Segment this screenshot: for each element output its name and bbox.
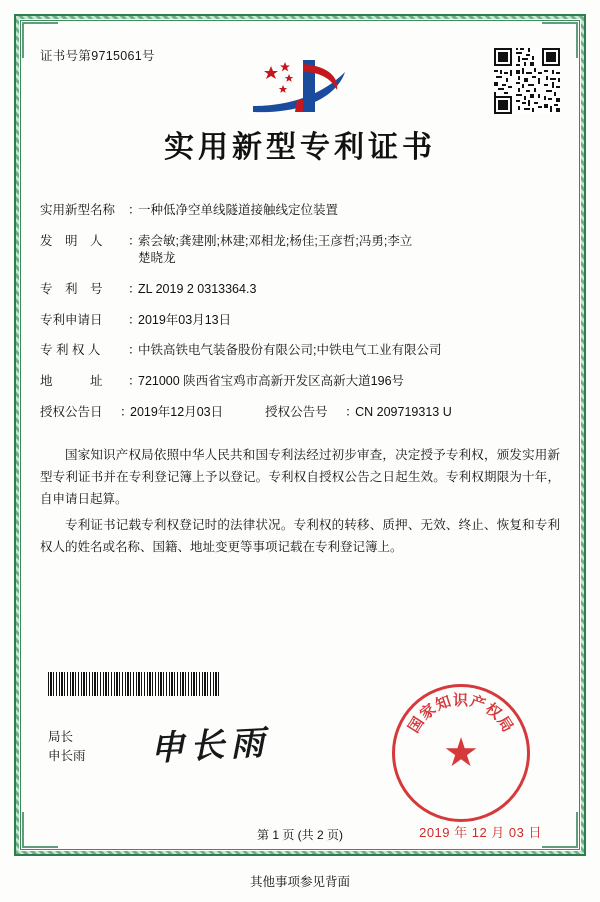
field-grant-publication-number <box>265 404 452 421</box>
paragraph-grant-statement: 国家知识产权局依照中华人民共和国专利法经过初步审查，决定授予专利权，颁发实用新型专利证书并在专利登记簿上予以登记。专利权自授权公告之日起生效。专利权期限为十年，自申请日起算。 <box>40 448 560 506</box>
barcode <box>48 672 220 696</box>
field-application-date <box>40 312 560 329</box>
field-colon: ： <box>120 405 133 420</box>
field-utility-model-name <box>40 202 560 219</box>
field-value: CN 209719313 U <box>355 405 452 420</box>
field-label: 地 址 <box>40 374 103 389</box>
field-colon: ： <box>128 343 141 358</box>
field-value: 721000 陕西省宝鸡市高新开发区高新大道196号 <box>138 374 405 389</box>
field-colon: ： <box>128 203 141 217</box>
field-value-continued: 楚晓龙 <box>138 250 176 265</box>
field-grant-date <box>40 404 223 421</box>
certificate-content <box>40 46 560 562</box>
field-patentee <box>40 342 560 359</box>
certificate-footer-area <box>40 660 560 840</box>
legal-paragraphs <box>40 445 560 558</box>
paragraph-registry-statement: 专利证书记载专利权登记时的法律状况。专利权的转移、质押、无效、终止、恢复和专利权人的姓名或名称、国籍、地址变更等事项记载在专利登记簿上。 <box>40 517 560 554</box>
field-inventors <box>40 233 560 267</box>
field-label: 专 利 权 人 <box>40 343 101 358</box>
field-grant-row <box>40 404 560 421</box>
official-seal <box>392 684 530 822</box>
field-value: ZL 2019 2 0313364.3 <box>138 281 257 296</box>
director-title: 局长 <box>48 730 74 744</box>
field-value: 2019年03月13日 <box>138 312 232 327</box>
field-value: 中铁高铁电气装备股份有限公司;中铁电气工业有限公司 <box>138 343 442 358</box>
field-label: 专 利 号 <box>40 281 103 296</box>
field-colon: ： <box>128 312 141 327</box>
certificate-number: 证书号第9715061号 <box>40 49 155 63</box>
qr-code-icon <box>494 48 560 114</box>
handwritten-signature: 申长雨 <box>149 722 272 770</box>
svg-text:国家知识产权局: 国家知识产权局 <box>404 691 518 737</box>
page-title: 实用新型专利证书 <box>164 130 436 165</box>
field-colon: ： <box>128 281 141 296</box>
field-colon: ： <box>345 405 358 420</box>
certificate-fields <box>40 202 560 421</box>
field-address <box>40 373 560 390</box>
seal-date: 2019 年 12 月 03 日 <box>419 825 542 840</box>
field-label: 授权公告日 <box>40 405 103 420</box>
field-patent-number <box>40 281 560 298</box>
field-colon: ： <box>128 233 141 248</box>
field-value: 一种低净空单线隧道接触线定位装置 <box>138 203 339 217</box>
cnipa-logo-icon <box>245 56 355 120</box>
field-label: 专利申请日 <box>40 312 103 327</box>
page-indicator: 第 1 页 (共 2 页) <box>256 828 343 842</box>
field-value: 索会敏;龚建刚;林建;邓相龙;杨佳;王彦哲;冯勇;李立 <box>138 233 413 248</box>
footer-note: 其他事项参见背面 <box>249 875 350 889</box>
field-label: 发 明 人 <box>40 233 103 248</box>
field-value: 2019年12月03日 <box>130 405 224 420</box>
seal-star-icon: ★ <box>443 731 479 775</box>
field-colon: ： <box>128 374 141 389</box>
field-label: 授权公告号 <box>265 405 328 420</box>
field-label: 实用新型名称 <box>40 203 116 217</box>
director-name: 申长雨 <box>48 748 86 763</box>
field-value-group <box>138 233 560 267</box>
director-signature-block <box>48 728 86 766</box>
